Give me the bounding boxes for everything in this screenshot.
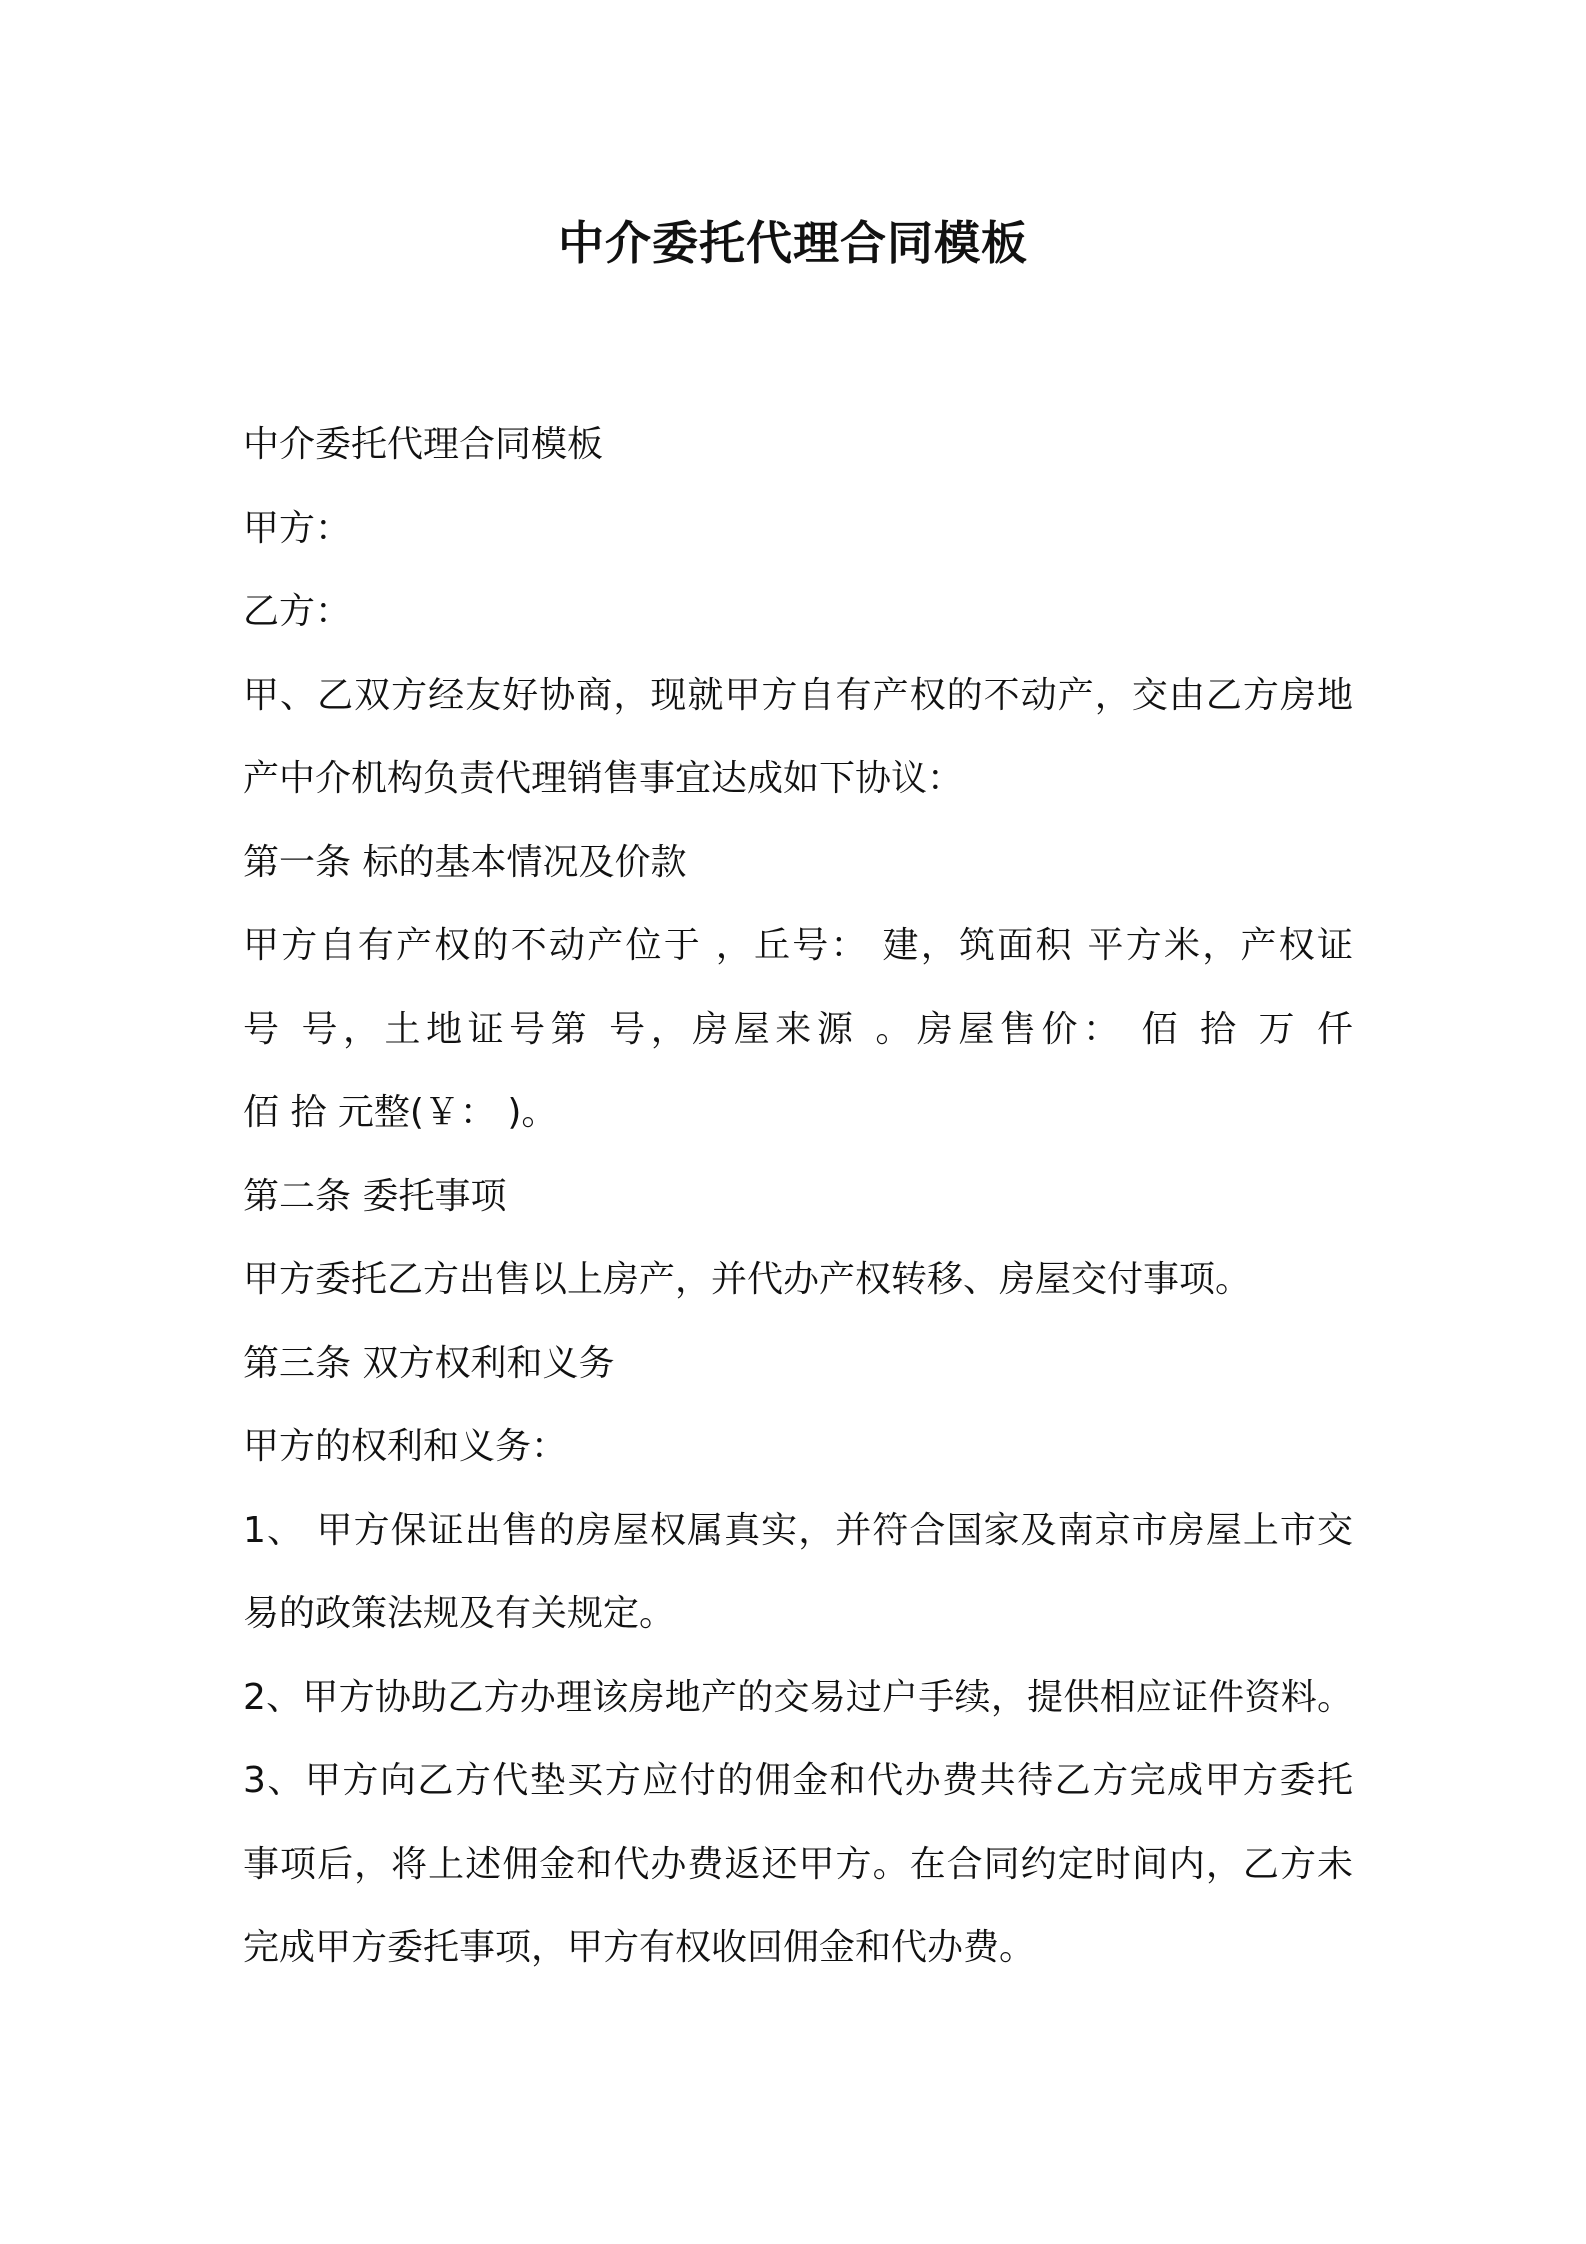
article-1-heading: 第一条 标的基本情况及价款 — [243, 841, 687, 883]
document-title: 中介委托代理合同模板 — [558, 216, 1028, 270]
article-1-line-2: 号 号，土地证号第 号，房屋来源 。房屋售价： 佰 拾 万 仟 — [243, 1008, 1353, 1050]
clause-1-line-1: 1、 甲方保证出售的房屋权属真实，并符合国家及南京市房屋上市交 — [243, 1509, 1353, 1551]
clause-3-line-3: 完成甲方委托事项，甲方有权收回佣金和代办费。 — [243, 1927, 1036, 1968]
article-1-line-1: 甲方自有产权的不动产位于 ，丘号： 建，筑面积 平方米，产权证 — [243, 925, 1353, 966]
clause-3-line-2: 事项后，将上述佣金和代办费返还甲方。在合同约定时间内，乙方未 — [243, 1843, 1353, 1885]
article-2-line-1: 甲方委托乙方出售以上房产，并代办产权转移、房屋交付事项。 — [243, 1259, 1252, 1300]
party-a-rights-heading: 甲方的权利和义务： — [243, 1426, 568, 1467]
clause-2-line-1: 2、甲方协助乙方办理该房地产的交易过户手续，提供相应证件资料。 — [243, 1676, 1353, 1718]
preamble-line-1: 甲、乙双方经友好协商，现就甲方自有产权的不动产，交由乙方房地 — [243, 674, 1353, 716]
party-b-label: 乙方： — [243, 591, 352, 632]
article-1-line-3: 佰 拾 元整(￥： )。 — [243, 1092, 558, 1133]
article-3-heading: 第三条 双方权利和义务 — [243, 1342, 615, 1384]
body-heading: 中介委托代理合同模板 — [243, 424, 604, 465]
clause-3-line-1: 3、甲方向乙方代垫买方应付的佣金和代办费共待乙方完成甲方委托 — [243, 1760, 1353, 1801]
clause-1-line-2: 易的政策法规及有关规定。 — [243, 1593, 676, 1634]
article-2-heading: 第二条 委托事项 — [243, 1175, 507, 1217]
party-a-label: 甲方： — [243, 507, 352, 549]
preamble-line-2: 产中介机构负责代理销售事宜达成如下协议： — [243, 758, 964, 799]
document-body — [243, 403, 1353, 1990]
